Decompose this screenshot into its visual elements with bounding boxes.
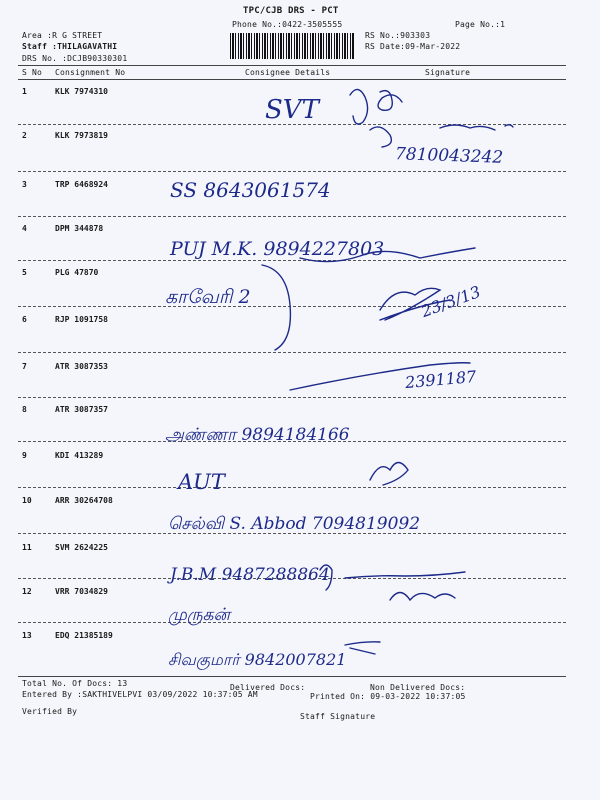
row-7-consignment: ATR 3087353: [55, 362, 108, 371]
row-4-number: 4: [22, 224, 27, 233]
row-2-consignment: KLK 7973819: [55, 131, 108, 140]
row-1-number: 1: [22, 87, 27, 96]
row-2-handwriting: 7810043242: [394, 144, 504, 168]
row-11-number: 11: [22, 543, 32, 552]
row-6-consignment: RJP 1091758: [55, 315, 108, 324]
row-9-number: 9: [22, 451, 27, 460]
col-consignee: Consignee Details: [245, 68, 331, 77]
row-5-handwriting: காவேரி 2: [165, 286, 251, 308]
staff-label: Staff :THILAGAVATHI: [22, 42, 118, 51]
row-12-consignment: VRR 7034829: [55, 587, 108, 596]
row-13-consignment: EDQ 21385189: [55, 631, 113, 640]
row-11-handwriting: J.B.M 9487288864: [170, 565, 330, 585]
rs-date: RS Date:09-Mar-2022: [365, 42, 461, 51]
col-sno: S No: [22, 68, 43, 77]
phone-number: Phone No.:0422-3505555: [232, 20, 343, 29]
row-9-consignment: KDI 413289: [55, 451, 104, 460]
row-12-number: 12: [22, 587, 32, 596]
col-consignment: Consignment No: [55, 68, 126, 77]
rs-number: RS No.:903303: [365, 31, 431, 40]
row-13-number: 13: [22, 631, 32, 640]
row-7-number: 7: [22, 362, 27, 371]
row-10-consignment: ARR 30264708: [55, 496, 113, 505]
row-6-number: 6: [22, 315, 27, 324]
row-13-handwriting: சிவகுமார் 9842007821: [168, 650, 347, 669]
delivered-docs: Delivered Docs:: [230, 683, 306, 692]
row-5-consignment: PLG 47870: [55, 268, 99, 277]
row-8-number: 8: [22, 405, 27, 414]
row-12-handwriting: முருகன்: [168, 605, 230, 625]
row-4-consignment: DPM 344878: [55, 224, 104, 233]
non-delivered-docs: Non Delivered Docs:: [370, 683, 466, 692]
row-9-handwriting: AUT: [178, 470, 225, 494]
col-signature: Signature: [425, 68, 471, 77]
staff-signature-label: Staff Signature: [300, 712, 376, 721]
verified-by: Verified By: [22, 707, 78, 716]
row-5-number: 5: [22, 268, 27, 277]
printed-on: Printed On: 09-03-2022 10:37:05: [310, 692, 466, 701]
row-3-consignment: TRP 6468924: [55, 180, 108, 189]
entered-by: Entered By :SAKTHIVELPVI 03/09/2022 10:37:05 AM: [22, 690, 258, 699]
row-11-consignment: SVM 2624225: [55, 543, 108, 552]
row-10-number: 10: [22, 496, 32, 505]
row-1-handwriting: SVT: [265, 95, 319, 125]
drs-number: DRS No. :DCJB90330301: [22, 54, 128, 63]
row-10-handwriting: செல்வி S. Abbod 7094819092: [168, 514, 421, 534]
row-8-consignment: ATR 3087357: [55, 405, 108, 414]
row-6-handwriting: 23/3/13: [418, 282, 484, 321]
row-8-handwriting: அண்ணா 9894184166: [165, 425, 350, 445]
total-docs: Total No. Of Docs: 13: [22, 679, 128, 688]
row-4-handwriting: PUJ M.K. 9894227803: [170, 238, 385, 260]
row-2-number: 2: [22, 131, 27, 140]
area-label: Area :R G STREET: [22, 31, 103, 40]
row-3-handwriting: SS 8643061574: [170, 178, 331, 202]
footer-divider: [18, 676, 566, 677]
row-3-number: 3: [22, 180, 27, 189]
page-number: Page No.:1: [455, 20, 506, 29]
document-title: TPC/CJB DRS - PCT: [243, 6, 339, 16]
row-7-handwriting: 2391187: [404, 366, 477, 393]
row-1-consignment: KLK 7974310: [55, 87, 108, 96]
